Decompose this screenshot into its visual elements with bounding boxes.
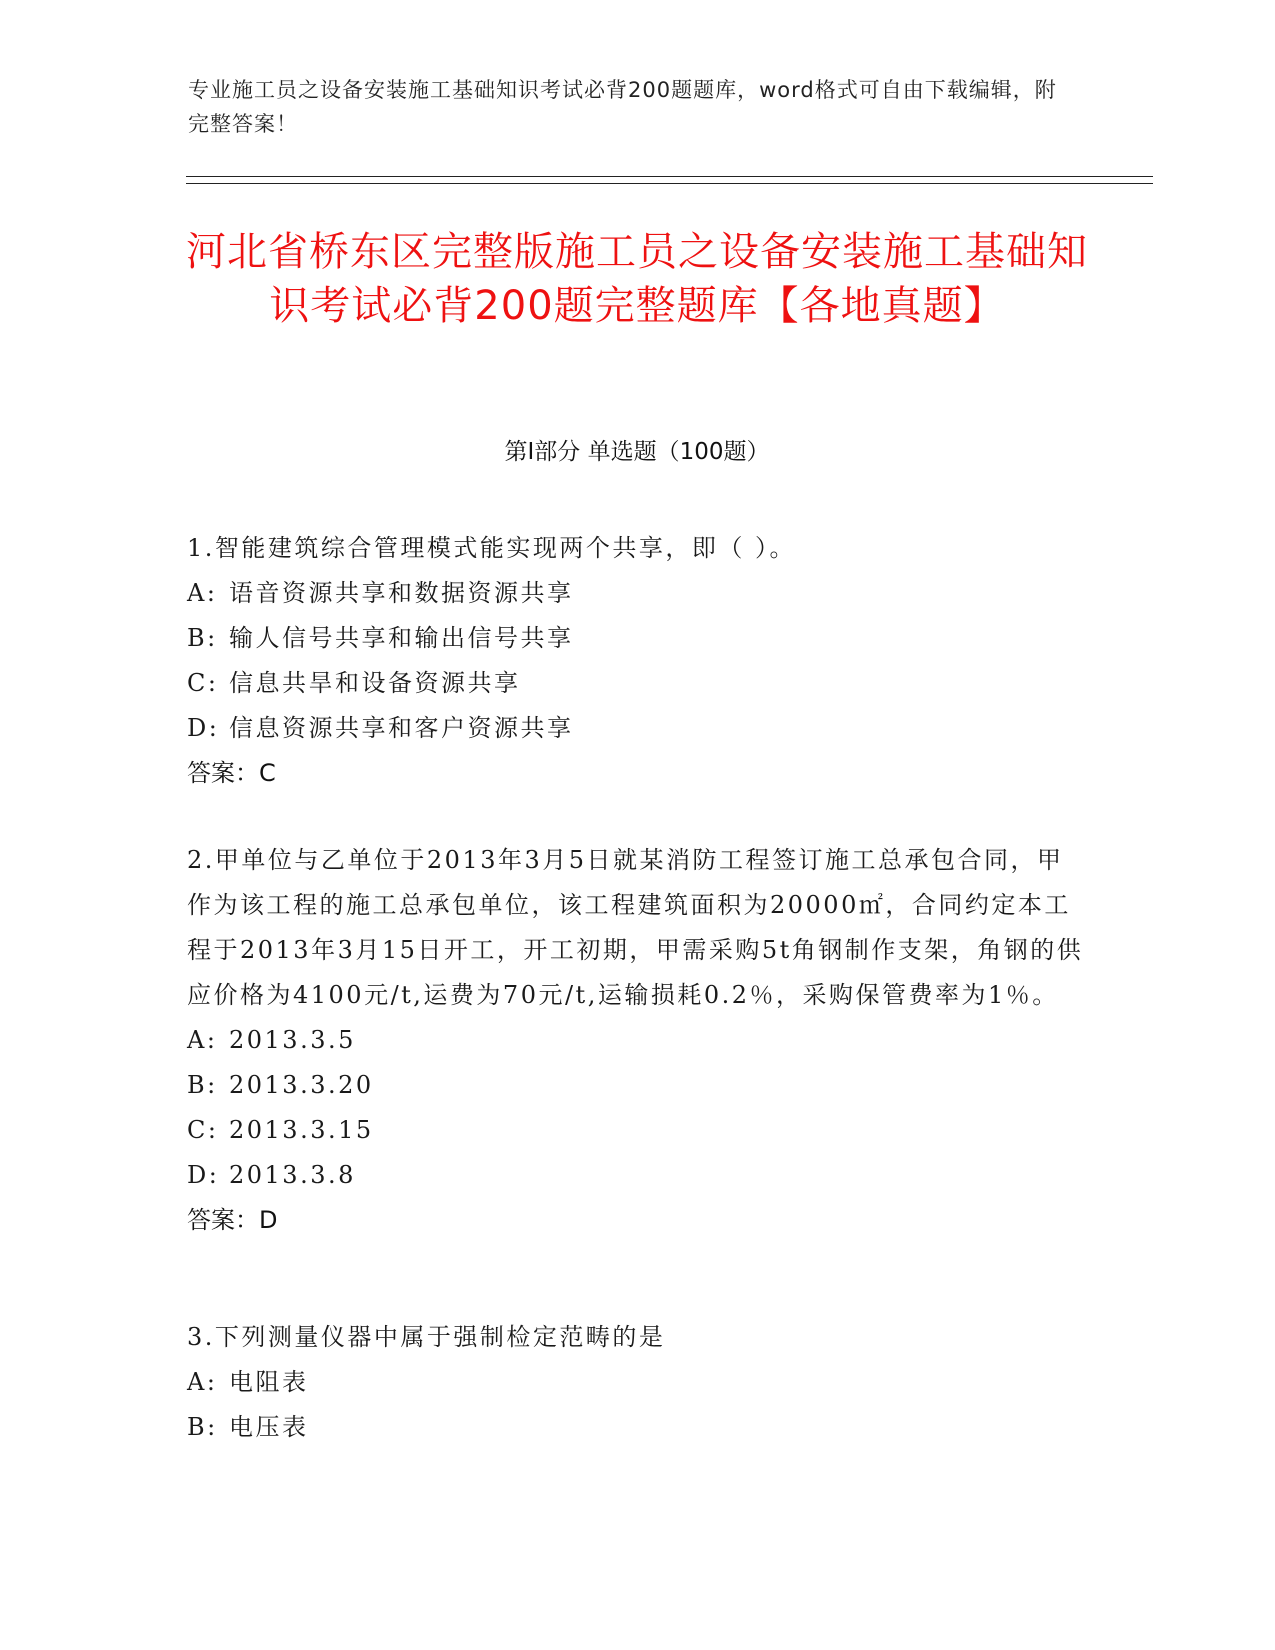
question-2 [187,838,1087,1243]
option-a [187,571,1087,616]
option-a [187,1018,1087,1063]
document-title: 河北省桥东区完整版施工员之设备安装施工基础知识考试必背200题完整题库【各地真题】 [186,229,1088,329]
option-letter: C: [187,1116,219,1144]
option-c [187,1108,1087,1153]
answer: 答案：D [187,1206,278,1234]
option-letter: A: [187,1026,218,1054]
question-text: 3.下列测量仪器中属于强制检定范畴的是 [187,1323,666,1351]
option-text: 2013.3.15 [229,1116,374,1144]
option-b [187,616,1087,661]
header-note: 专业施工员之设备安装施工基础知识考试必背200题题库，word格式可自由下载编辑，附完整答案！ [188,78,1057,136]
section-title: 第I部分 单选题（100题） [504,439,770,465]
option-letter: A: [187,579,218,607]
answer: 答案：C [187,759,276,787]
question-text: 2.甲单位与乙单位于2013年3月5日就某消防工程签订施工总承包合同，甲作为该工程的施工总承包单位，该工程建筑面积为20000㎡，合同约定本工程于2013年3月15日开工，开工初期，甲需采购5t角钢制作支架，角钢的供应价格为4100元/t,运费为70元/t,运输损耗0.2％，采购保管费率为1％。 [187,846,1084,1009]
header-rule-top [186,176,1153,177]
option-letter: B: [187,1413,218,1441]
option-c [187,661,1087,706]
option-letter: D: [187,714,220,742]
question-text: 1.智能建筑综合管理模式能实现两个共享，即（ ）。 [187,534,797,562]
option-a [187,1360,1087,1405]
option-text: 2013.3.5 [229,1026,356,1054]
option-text: 2013.3.20 [229,1071,374,1099]
option-text: 2013.3.8 [229,1161,356,1189]
option-text: 电压表 [229,1413,309,1441]
option-letter: B: [187,1071,218,1099]
option-letter: D: [187,1161,220,1189]
header-rule-bottom [186,183,1153,184]
option-text: 电阻表 [229,1368,309,1396]
option-d [187,706,1087,751]
option-d [187,1153,1087,1198]
option-text: 输人信号共享和输出信号共享 [229,624,574,652]
option-text: 语音资源共享和数据资源共享 [229,579,574,607]
option-letter: B: [187,624,218,652]
option-text: 信息资源共享和客户资源共享 [229,714,574,742]
question-1 [187,526,1087,796]
option-b [187,1405,1087,1450]
option-letter: A: [187,1368,218,1396]
question-3 [187,1315,1087,1450]
option-b [187,1063,1087,1108]
option-letter: C: [187,669,219,697]
option-text: 信息共旱和设备资源共享 [229,669,521,697]
